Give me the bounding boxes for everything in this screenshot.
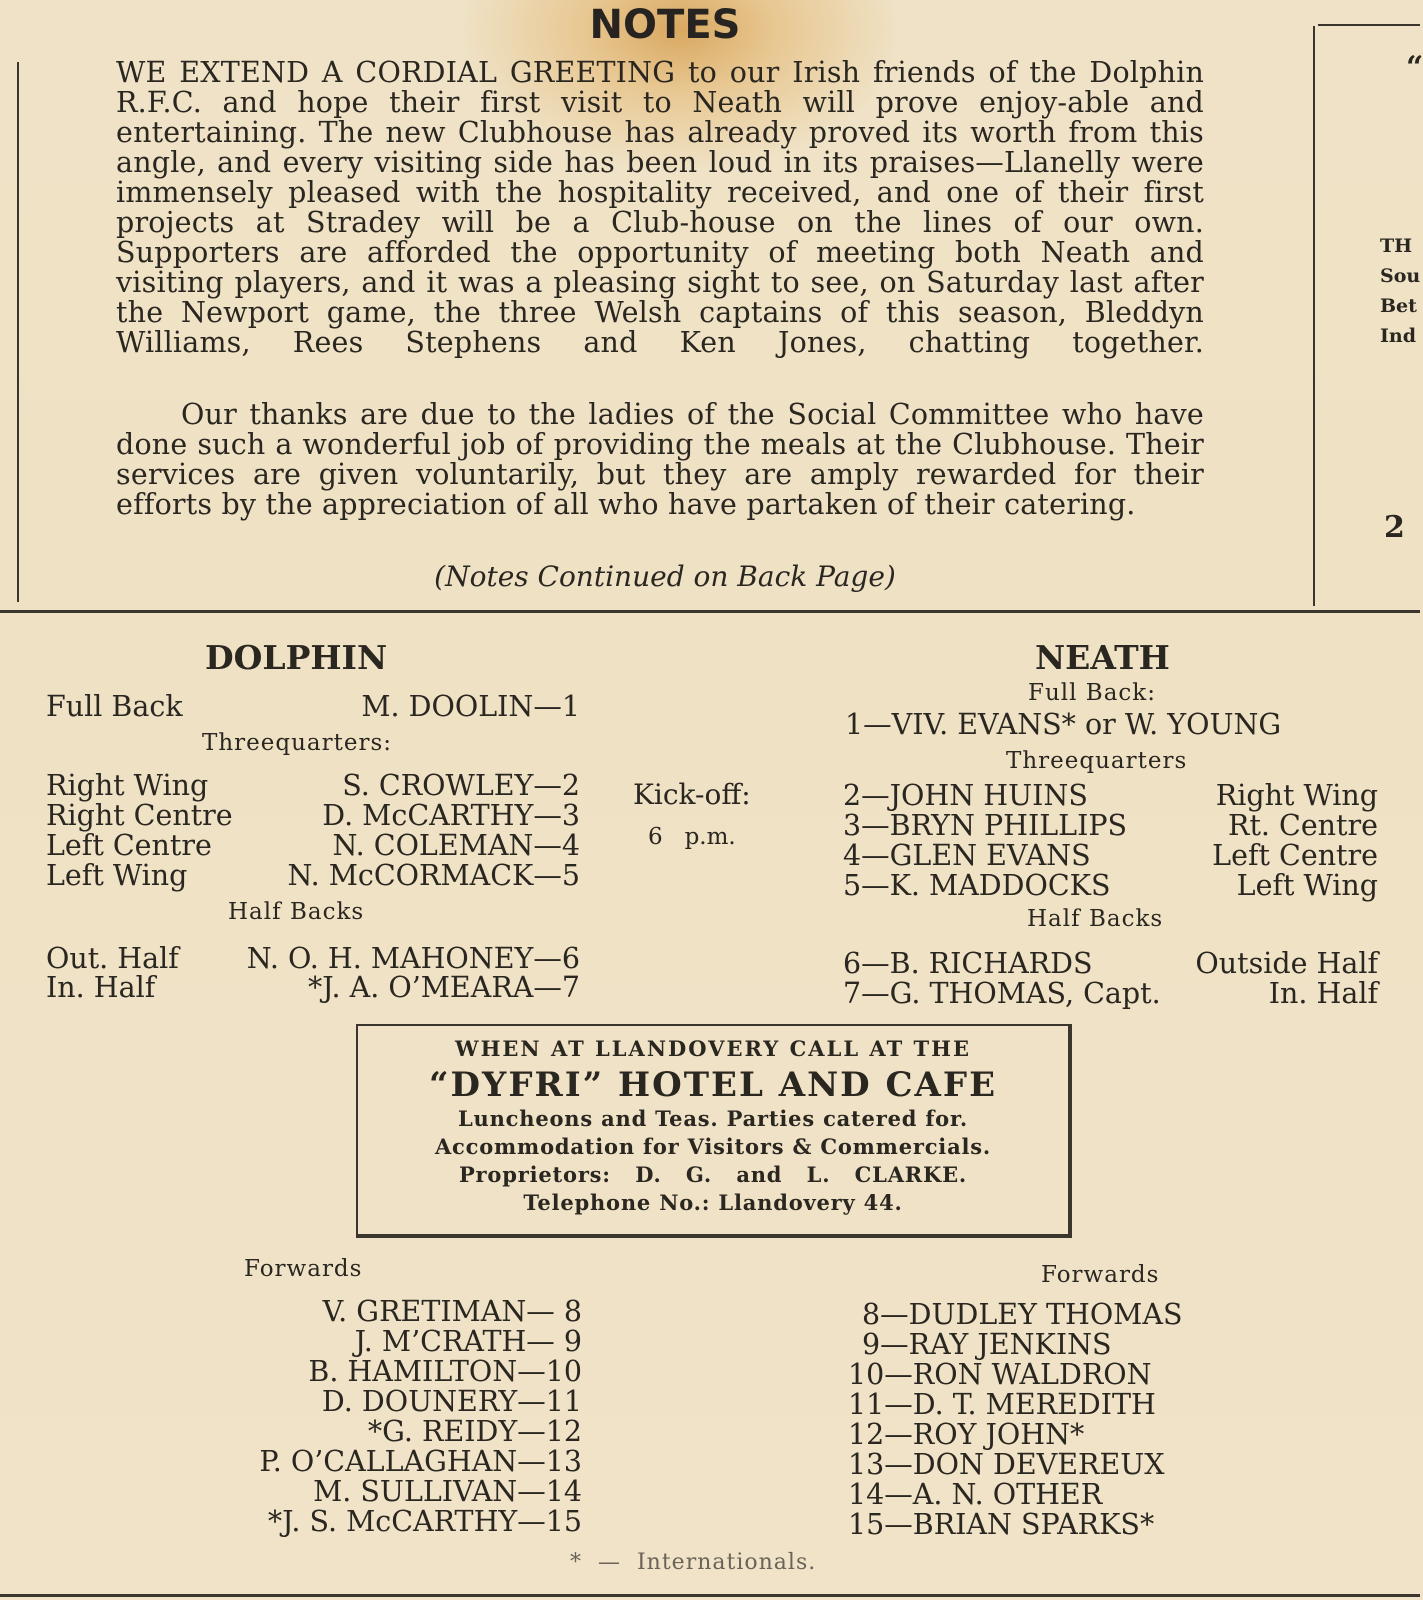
kickoff-label: Kick-off: xyxy=(633,778,751,811)
page-number: 2 xyxy=(1384,510,1405,545)
neath-full-back-label: Full Back: xyxy=(1028,680,1156,706)
dolphin-forward: V. GRETIMAN— 8 xyxy=(322,1295,582,1328)
dolphin-player-row xyxy=(46,973,580,1003)
position-label: Right Centre xyxy=(46,799,233,832)
player-name: N. McCORMACK—5 xyxy=(287,859,580,892)
neath-full-back-row: 1—VIV. EVANS* or W. YOUNG xyxy=(845,708,1282,741)
dolphin-forwards-list xyxy=(259,1297,582,1537)
dyfri-hotel-advert xyxy=(356,1024,1072,1238)
position-label: Left Wing xyxy=(46,859,188,892)
side-column-quote: “ xyxy=(1406,50,1423,85)
player-name: M. DOOLIN—1 xyxy=(361,690,580,723)
player-name: 6—B. RICHARDS xyxy=(843,947,1093,980)
internationals-footnote: * — Internationals. xyxy=(570,1550,817,1575)
side-column-line: Sou xyxy=(1380,265,1421,287)
dolphin-forward: M. SULLIVAN—14 xyxy=(313,1475,582,1508)
dolphin-forward: P. O’CALLAGHAN—13 xyxy=(259,1445,582,1478)
position-label: Right Wing xyxy=(46,769,209,802)
neath-half-backs-label: Half Backs xyxy=(1027,906,1164,932)
dolphin-full-back-row xyxy=(46,692,580,722)
advert-proprietors: Proprietors: D. G. and L. CLARKE. xyxy=(458,1162,968,1187)
neath-forward: 13—DON DEVEREUX xyxy=(848,1448,1165,1481)
player-name: *J. A. O’MEARA—7 xyxy=(308,971,580,1004)
dolphin-player-row xyxy=(46,801,580,831)
neath-threequarters-label: Threequarters xyxy=(1006,748,1188,774)
position-label: Left Centre xyxy=(1212,839,1378,872)
position-label: Right Wing xyxy=(1215,779,1378,812)
player-name: S. CROWLEY—2 xyxy=(342,769,580,802)
position-label: Out. Half xyxy=(46,942,179,975)
player-name: N. COLEMAN—4 xyxy=(332,829,580,862)
notes-title: NOTES xyxy=(589,2,741,48)
neath-player-row xyxy=(843,811,1378,841)
advert-headline: WHEN AT LLANDOVERY CALL AT THE xyxy=(455,1036,971,1061)
neath-forwards-list xyxy=(848,1300,1182,1540)
player-name: D. McCARTHY—3 xyxy=(322,799,580,832)
dolphin-forwards-label: Forwards xyxy=(244,1256,363,1282)
dolphin-player-row xyxy=(46,944,580,974)
player-name: N. O. H. MAHONEY—6 xyxy=(246,942,580,975)
side-column-line: Ind xyxy=(1380,325,1416,347)
neath-forward: 10—RON WALDRON xyxy=(848,1358,1152,1391)
player-name: 3—BRYN PHILLIPS xyxy=(843,809,1128,842)
player-name: 5—K. MADDOCKS xyxy=(843,869,1111,902)
neath-player-row xyxy=(843,781,1378,811)
position-label: Left Wing xyxy=(1236,869,1378,902)
position-label: Rt. Centre xyxy=(1227,809,1378,842)
neath-player-row xyxy=(843,841,1378,871)
advert-telephone: Telephone No.: Llandovery 44. xyxy=(523,1190,903,1215)
position-label: In. Half xyxy=(1268,977,1378,1010)
dolphin-forward: *J. S. McCARTHY—15 xyxy=(267,1505,582,1538)
neath-forward: 9—RAY JENKINS xyxy=(862,1328,1112,1361)
neath-forward: 15—BRIAN SPARKS* xyxy=(848,1508,1155,1541)
dolphin-half-backs-label: Half Backs xyxy=(228,899,365,925)
dolphin-forward: B. HAMILTON—10 xyxy=(308,1355,582,1388)
dolphin-forward: *G. REIDY—12 xyxy=(367,1415,582,1448)
section-divider xyxy=(0,610,1420,613)
dolphin-forward: D. DOUNERY—11 xyxy=(321,1385,582,1418)
player-name: 4—GLEN EVANS xyxy=(843,839,1091,872)
side-column-line: TH xyxy=(1380,235,1413,257)
dolphin-player-row xyxy=(46,861,580,891)
neath-forward: 14—A. N. OTHER xyxy=(848,1478,1103,1511)
dolphin-forward: J. M’CRATH— 9 xyxy=(354,1325,582,1358)
dolphin-player-row xyxy=(46,831,580,861)
neath-forward: 11—D. T. MEREDITH xyxy=(848,1388,1156,1421)
neath-title: NEATH xyxy=(1035,638,1170,677)
player-name: 2—JOHN HUINS xyxy=(843,779,1088,812)
neath-forward: 8—DUDLEY THOMAS xyxy=(862,1298,1183,1331)
notes-left-rule xyxy=(17,62,19,602)
position-label: In. Half xyxy=(46,971,156,1004)
advert-accommodation: Accommodation for Visitors & Commercials. xyxy=(434,1134,992,1159)
player-name: 7—G. THOMAS, Capt. xyxy=(843,977,1161,1010)
dolphin-player-row xyxy=(46,771,580,801)
notes-continued: (Notes Continued on Back Page) xyxy=(434,560,896,593)
neath-player-row xyxy=(843,871,1378,901)
neath-forward: 12—ROY JOHN* xyxy=(848,1418,1085,1451)
kickoff-time: 6 p.m. xyxy=(648,824,736,850)
neath-player-row xyxy=(843,949,1378,979)
bottom-divider xyxy=(0,1594,1420,1597)
position-label: Full Back xyxy=(46,690,183,723)
notes-paragraph-2: Our thanks are due to the ladies of the Social Committee who have done such a wonderful job of providing the meals at the Clubhouse. Their services are given voluntarily, but they are amply rewarded for their efforts by the appreciation of all who have partaken of their catering. xyxy=(116,398,1204,521)
neath-forwards-label: Forwards xyxy=(1041,1262,1160,1288)
position-label: Outside Half xyxy=(1195,947,1378,980)
position-label: Left Centre xyxy=(46,829,212,862)
dolphin-title: DOLPHIN xyxy=(205,638,388,677)
side-column-rule xyxy=(1313,26,1315,606)
dolphin-threequarters-label: Threequarters: xyxy=(202,730,393,756)
side-column-top-rule xyxy=(1318,24,1420,26)
notes-paragraph-1: WE EXTEND A CORDIAL GREETING to our Irish friends of the Dolphin R.F.C. and hope their first visit to Neath will prove enjoy-able and entertaining. The new Clubhouse has already proved its worth from this angle, and every visiting side has been loud in its praises—Llanelly were immensely pleased with the hospitality received, and one of their first projects at Stradey will be a Club-house on the lines of our own. Supporters are afforded the opportunity of meeting both Neath and visiting players, and it was a pleasing sight to see, on Saturday last after the Newport game, the three Welsh captains of this season, Bleddyn Williams, Rees Stephens and Ken Jones, chatting together. xyxy=(116,56,1204,359)
side-column-line: Bet xyxy=(1380,295,1417,317)
advert-business-name: “DYFRI” HOTEL AND CAFE xyxy=(429,1065,997,1105)
advert-services: Luncheons and Teas. Parties catered for. xyxy=(457,1106,969,1131)
neath-player-row xyxy=(843,979,1378,1009)
